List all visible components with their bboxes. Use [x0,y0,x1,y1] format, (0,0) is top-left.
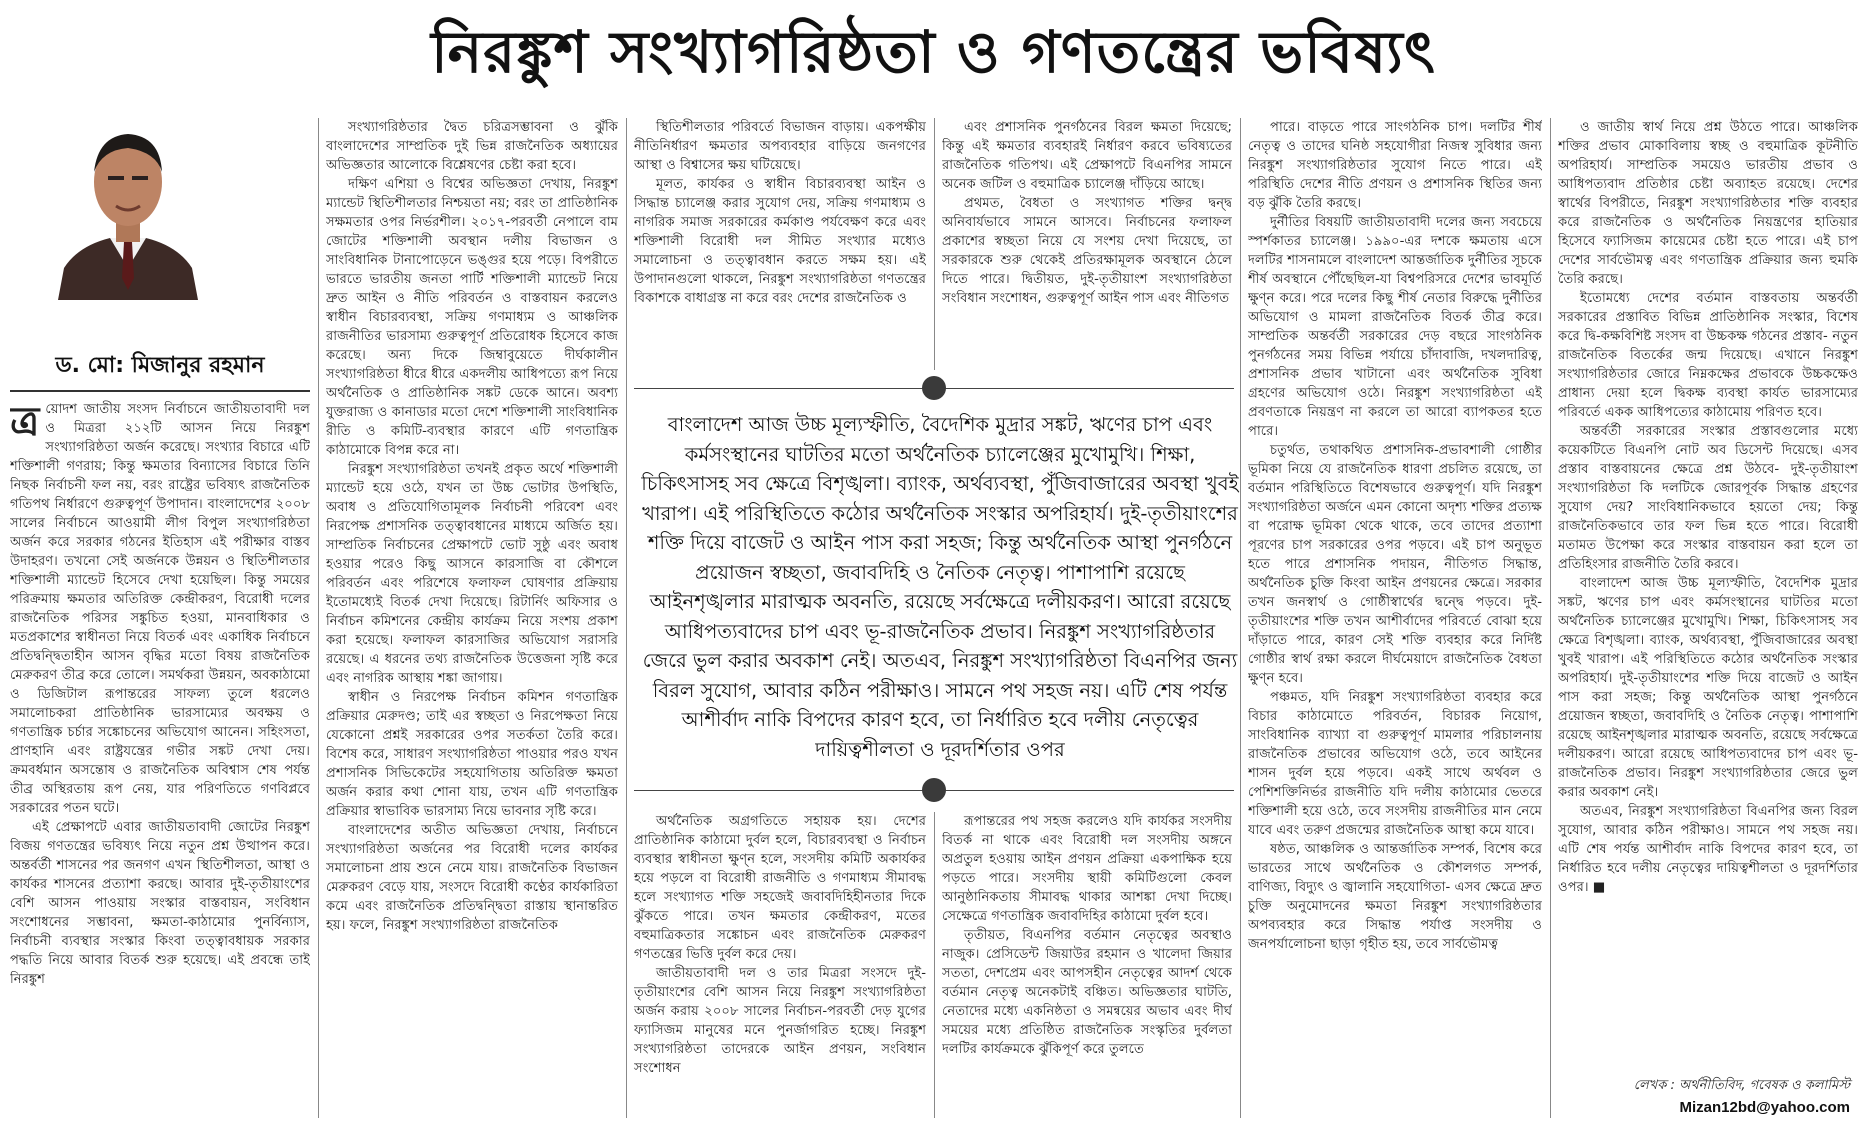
column-4-bottom-paragraph: তৃতীয়ত, বিএনপির বর্তমান নেতৃত্বের অবস্থাও নাজুক। প্রেসিডেন্ট জিয়াউর রহমান ও খালেদা জিয়ার সততা, দেশপ্রেম এবং আপসহীন নেতৃত্বের আদর্শ থেকে বর্তমান নেতৃত্ব অনেকটাই বঞ্চিত। অভিজ্ঞতার ঘাটতি, নেতাদের মধ্যে একনিষ্ঠতা ও সমন্বয়ের অভাব এবং দীর্ঘ সময়ের মধ্যে প্রতিষ্ঠিত রাজনৈতিক সংস্কৃতির দুর্বলতা দলটির কার্যক্রমকে ঝুঁকিপূর্ণ করে তুলতে [942,928,1232,1057]
column-divider [934,812,935,1118]
column-1-paragraph: এই প্রেক্ষাপটে এবার জাতীয়তাবাদী জোটের নিরঙ্কুশ বিজয় গণতন্ত্রের ভবিষ্যৎ নিয়ে নতুন প্রশ্ন উত্থাপন করে। অন্তর্বর্তী শাসনের পর জনগণ এখন স্থিতিশীলতা, আস্থা ও কার্যকর শাসনের প্রত্যাশা করছে। আবার দুই-তৃতীয়াংশের বেশি আসন পাওয়ায় সংস্কার বাস্তবায়ন, সংবিধান সংশোধনের সম্ভাবনা, ক্ষমতা-কাঠামোর পুনর্বিন্যাস, নির্বাচনী ব্যবস্থার সংস্কার কিংবা তত্ত্বাবধায়ক সরকার পদ্ধতি নিয়ে আবার বিতর্ক শুরু হয়েছে। এই প্রবন্ধে তাই নিরঙ্কুশ [10,820,310,987]
article-column-2 [326,118,618,1120]
article-column-3-top [634,118,926,370]
column-4-bottom-paragraph: রূপান্তরের পথ সহজ করলেও যদি কার্যকর সংসদীয় বিতর্ক না থাকে এবং বিরোধী দল সংসদীয় অঙ্গনে অপ্রতুল হওয়ায় আইন প্রণয়ন প্রক্রিয়া একপাক্ষিক হয়ে পড়তে পারে। সংসদীয় স্থায়ী কমিটিগুলো কেবল আনুষ্ঠানিকতায় সীমাবদ্ধ থাকার আশঙ্কা দেখা দিচ্ছে। সেক্ষেত্রে গণতান্ত্রিক জবাবদিহির কাঠামো দুর্বল হবে। [942,814,1232,924]
column-4-paragraph: প্রথমত, বৈধতা ও সংখ্যাগত শক্তির দ্বন্দ্ব অনিবার্যভাবে সামনে আসবে। নির্বাচনের ফলাফল প্রকাশের স্বচ্ছতা নিয়ে যে সংশয় দেখা দিয়েছে, তা সরকারকে শুরু থেকেই প্রতিরক্ষামূলক অবস্থানে ঠেলে দিতে পারে। দ্বিতীয়ত, দুই-তৃতীয়াংশ সংখ্যাগরিষ্ঠতা সংবিধান সংশোধন, গুরুত্বপূর্ণ আইন পাস এবং নীতিগত [942,196,1232,306]
column-2-paragraph: বাংলাদেশের অতীত অভিজ্ঞতা দেখায়, নির্বাচনে সংখ্যাগরিষ্ঠতা অর্জনের পর বিরোধী দলের কার্যকর সমালোচনা প্রায় শুনে নেমে যায়। রাজনৈতিক বিভাজন মেরুকরণ বেড়ে যায়, সংসদে বিরোধী কণ্ঠের কার্যকারিতা কমে এবং রাজনৈতিক প্রতিদ্বন্দ্বিতা রাস্তায় স্থানান্তরিত হয়। ফলে, নিরঙ্কুশ সংখ্যাগরিষ্ঠতা রাজনৈতিক [326,823,618,933]
column-2-paragraph: নিরঙ্কুশ সংখ্যাগরিষ্ঠতা তখনই প্রকৃত অর্থে শক্তিশালী ম্যান্ডেট হয়ে ওঠে, যখন তা উচ্চ ভোটার উপস্থিতি, অবাধ ও প্রতিযোগিতামূলক নির্বাচনী পরিবেশ এবং নিরপেক্ষ প্রশাসনিক তত্ত্বাবধানের মাধ্যমে অর্জিত হয়। সাম্প্রতিক নির্বাচনের প্রেক্ষাপটে ভোট সুষ্ঠু এবং অবাধ হওয়ার পরেও কিছু আসনে কারসাজি বা কৌশলে পরিবর্তন এবং পরিশেষে ফলাফল ঘোষণার প্রক্রিয়ায় ইতোমধ্যেই বিতর্ক দেখা দিয়েছে। রিটার্নিং অফিসার ও নির্বাচন কমিশনের কেন্দ্রীয় কার্যক্রম নিয়ে সংশয় প্রকাশ করা হয়েছে। ফলাফল কারসাজির অভিযোগ সরাসরি রয়েছে। এ ধরনের তথ্য রাজনৈতিক উত্তেজনা সৃষ্টি করে এবং নাগরিক আস্থায় শঙ্কা জাগায়। [326,462,618,686]
author-description: লেখক : অর্থনীতিবিদ, গবেষক ও কলামিস্ট [1633,1078,1850,1093]
column-2-paragraph: দক্ষিণ এশিয়া ও বিশ্বের অভিজ্ঞতা দেখায়, নিরঙ্কুশ ম্যান্ডেট স্থিতিশীলতার নিশ্চয়তা নয়; বরং তা প্রাতিষ্ঠানিক সক্ষমতার ওপর নির্ভরশীল। ২০১৭-পরবর্তী নেপালে বাম জোটের শক্তিশালী অবস্থান দলীয় বিভাজন ও সাংবিধানিক টানাপোড়েনে ভঙ্গুর হয়ে পড়ে। বিপরীতে ভারতে ভারতীয় জনতা পার্টি শক্তিশালী ম্যান্ডেট নিয়ে দ্রুত আইন ও নীতি পরিবর্তন ও বাস্তবায়ন করলেও স্বাধীন বিচারব্যবস্থা, সক্রিয় গণমাধ্যম ও আঞ্চলিক রাজনীতির ভারসাম্য গুরুত্বপূর্ণ প্রতিরোধক হিসেবে কাজ করেছে। অন্য দিকে জিম্বাবুয়েতে দীর্ঘকালীন সংখ্যাগরিষ্ঠতা ধীরে ধীরে একদলীয় আধিপত্যে রূপ নিয়ে অর্থনৈতিক ও প্রাতিষ্ঠানিক সঙ্কট ডেকে আনে। অবশ্য যুক্তরাজ্য ও কানাডার মতো দেশে শক্তিশালী সাংবিধানিক রীতি ও কমিটি-ব্যবস্থার কারণে এটি গণতান্ত্রিক কাঠামোকে বিপন্ন করে না। [326,177,618,458]
column-6-paragraph: বাংলাদেশ আজ উচ্চ মূল্যস্ফীতি, বৈদেশিক মুদ্রার সঙ্কট, ঋণের চাপ এবং কর্মসংস্থানের ঘাটতির মতো অর্থনৈতিক চ্যালেঞ্জের মুখোমুখি। শিক্ষা, চিকিৎসাসহ সব ক্ষেত্রে বিশৃঙ্খলা। ব্যাংক, অর্থব্যবস্থা, পুঁজিবাজারের অবস্থা খুবই খারাপ। এই পরিস্থিতিতে কঠোর অর্থনৈতিক সংস্কার অপরিহার্য। দুই-তৃতীয়াংশের শক্তি দিয়ে বাজেট ও আইন পাস করা সহজ; কিন্তু অর্থনৈতিক আস্থা পুনর্গঠনে প্রয়োজন স্বচ্ছতা, জবাবদিহি ও নৈতিক নেতৃত্ব। পাশাপাশি রয়েছে আইনশৃঙ্খলার মারাত্মক অবনতি, রয়েছে সর্বক্ষেত্রে দলীয়করণ। আরো রয়েছে আধিপত্যবাদের চাপ এবং ভূ-রাজনৈতিক প্রভাব। নিরঙ্কুশ সংখ্যাগরিষ্ঠতার জেরে ভুল করার অবকাশ নেই। [1558,576,1858,800]
article-column-1 [10,400,310,1120]
column-5-paragraph: ষষ্ঠত, আঞ্চলিক ও আন্তর্জাতিক সম্পর্ক, বিশেষ করে ভারতের সাথে অর্থনৈতিক ও কৌশলগত সম্পর্ক, বাণিজ্য, বিদ্যুৎ ও জ্বালানি সহযোগিতা- এসব ক্ষেত্রে দ্রুত চুক্তি অনুমোদনের ক্ষমতা নিরঙ্কুশ সংখ্যাগরিষ্ঠতার অপব্যবহার করে সিদ্ধান্ত পর্যাপ্ত সংসদীয় ও জনপর্যালোচনা ছাড়া গৃহীত হয়, তবে সার্বভৌমত্ব [1248,842,1542,952]
column-3-paragraph: মূলত, কার্যকর ও স্বাধীন বিচারব্যবস্থা আইন ও সিদ্ধান্ত চ্যালেঞ্জ করার সুযোগ দেয়, সক্রিয় গণমাধ্যম ও নাগরিক সমাজ সরকারের কর্মকাণ্ড পর্যবেক্ষণ করে এবং শক্তিশালী বিরোধী দল সীমিত সংখ্যার মধ্যেও সমালোচনা ও তত্ত্বাবধান করতে সক্ষম হয়। এই উপাদানগুলো থাকলে, নিরঙ্কুশ সংখ্যাগরিষ্ঠতা গণতন্ত্রের বিকাশকে বাধাগ্রস্ত না করে বরং দেশের রাজনৈতিক ও [634,177,926,306]
column-5-paragraph: দুর্নীতির বিষয়টি জাতীয়তাবাদী দলের জন্য সবচেয়ে স্পর্শকাতর চ্যালেঞ্জ। ১৯৯০-এর দশকে ক্ষমতায় এসে দলটির শাসনামলে বাংলাদেশ আন্তর্জাতিক দুর্নীতির সূচকে শীর্ষ অবস্থানে পৌঁছেছিল-যা বিশ্বপরিসরে দেশের ভাবমূর্তি ক্ষুণ্ন করে। পরে দলের কিছু শীর্ষ নেতার বিরুদ্ধে দুর্নীতির অভিযোগ ও মামলা রাজনৈতিক বিতর্ক তীব্র করে। সাম্প্রতিক অন্তর্বর্তী সরকারের দেড় বছরে সাংগঠনিক পুনর্গঠনের সময় বিভিন্ন পর্যায়ে চাঁদাবাজি, দখলদারিত্ব, প্রশাসনিক প্রভাব খাটানো এবং অর্থনৈতিক সুবিধা গ্রহণের অভিযোগ ওঠে। নিরঙ্কুশ সংখ্যাগরিষ্ঠতা এই প্রবণতাকে নিয়ন্ত্রণ না করলে তা আরো ব্যাপকতর হতে পারে। [1248,215,1542,439]
column-divider [318,118,319,1118]
column-5-paragraph: পঞ্চমত, যদি নিরঙ্কুশ সংখ্যাগরিষ্ঠতা ব্যবহার করে বিচার কাঠামোতে পরিবর্তন, বিচারক নিয়োগ, সাংবিধানিক ব্যাখ্যা বা গুরুত্বপূর্ণ মামলার পরিচালনায় রাজনৈতিক প্রভাবের অভিযোগ ওঠে, তবে আইনের শাসন দুর্বল হয়ে পড়বে। একই সাথে অর্থবল ও পেশিশক্তিনির্ভর রাজনীতি যদি দলীয় কাঠামোর ভেতরে শক্তিশালী হয়ে ওঠে, তবে সংসদীয় রাজনীতির মান নেমে যাবে এবং তরুণ প্রজন্মের রাজনৈতিক আস্থা কমে যাবে। [1248,690,1542,838]
column-1-paragraph: ত্রয়োদশ জাতীয় সংসদ নির্বাচনে জাতীয়তাবাদী দল ও মিত্ররা ২১২টি আসন নিয়ে নিরঙ্কুশ সংখ্যাগরিষ্ঠতা অর্জন করেছে। সংখ্যার বিচারে এটি শক্তিশালী গণরায়; কিন্তু ক্ষমতার বিন্যাসের বিচারে তিনি নিছক নির্বাচনী ফল নয়, বরং রাষ্ট্রের ভবিষ্যৎ রাজনৈতিক গতিপথ নির্ধারণে গুরুত্বপূর্ণ উপাদান। বাংলাদেশের ২০০৮ সালের নির্বাচনে আওয়ামী লীগ বিপুল সংখ্যাগরিষ্ঠতা অর্জন করে সরকার গঠনের ইতিহাস এই পরীক্ষার বাস্তব উদাহরণ। তখনো সেই অর্জনকে উন্নয়ন ও স্থিতিশীলতার শক্তিশালী ম্যান্ডেট হিসেবে দেখা হয়েছিল। কিন্তু সময়ের পরিক্রমায় ক্ষমতার অতিরিক্ত কেন্দ্রীকরণ, বিরোধী দলের রাজনৈতিক পরিসর সঙ্কুচিত হওয়া, মানবাধিকার ও মতপ্রকাশের স্বাধীনতা নিয়ে বিতর্ক এবং একাধিক নির্বাচনে প্রতিদ্বন্দ্বিতাহীন আসন বৃদ্ধির মতো বিষয় রাজনৈতিক মেরুকরণ তীব্র করে তোলে। সমর্থকরা উন্নয়ন, অবকাঠামো ও ডিজিটাল রূপান্তরের সাফল্য তুলে ধরলেও সমালোচকরা প্রাতিষ্ঠানিক ভারসাম্যের অবক্ষয় ও গণতান্ত্রিক চর্চার সঙ্কোচনের অভিযোগ আনেন। সহিংসতা, প্রাণহানি এবং রাষ্ট্রযন্ত্রের গভীর সঙ্কট দেখা দেয়। ক্রমবর্ধমান অসন্তোষ ও রাজনৈতিক অবিশ্বাস শেষ পর্যন্ত তীব্র অস্থিরতায় রূপ নেয়, যার পরিণতিতে গণবিপ্লবে সরকারের পতন ঘটে। [10,400,310,816]
byline-divider [10,390,310,392]
column-4-paragraph: এবং প্রশাসনিক পুনর্গঠনের বিরল ক্ষমতা দিয়েছে; কিন্তু এই ক্ষমতার ব্যবহারই নির্ধারণ করবে ভবিষ্যতের রাজনৈতিক গতিপথ। এই প্রেক্ষাপটে বিএনপির সামনে অনেক জটিল ও বহুমাত্রিক চ্যালেঞ্জ দাঁড়িয়ে আছে। [942,120,1232,192]
column-divider [1550,118,1551,1118]
column-3-bottom-paragraph: জাতীয়তাবাদী দল ও তার মিত্ররা সংসদে দুই-তৃতীয়াংশের বেশি আসন নিয়ে নিরঙ্কুশ সংখ্যাগরিষ্ঠতা অর্জন করায় ২০০৮ সালের নির্বাচন-পরবর্তী দেড় যুগের ফ্যাসিজম মানুষের মনে পুনর্জাগরিত হচ্ছে। নিরঙ্কুশ সংখ্যাগরিষ্ঠতা তাদেরকে আইন প্রণয়ন, সংবিধান সংশোধন [634,966,926,1076]
column-6-paragraph: অন্তর্বর্তী সরকারের সংস্কার প্রস্তাবগুলোর মধ্যে কয়েকটিতে বিএনপি নোট অব ডিসেন্ট দিয়েছে। এসব প্রস্তাব বাস্তবায়নের ক্ষেত্রে প্রশ্ন উঠবে- দুই-তৃতীয়াংশ সংখ্যাগরিষ্ঠতা কি দলটিকে জোরপূর্বক সিদ্ধান্ত গ্রহণের সুযোগ দেয়? সাংবিধানিকভাবে হয়তো দেয়; কিন্তু রাজনৈতিকভাবে তার ফল ভিন্ন হতে পারে। বিরোধী মতামত উপেক্ষা করে সংস্কার বাস্তবায়ন করা হলে তা প্রতিহিংসার রাজনীতি তৈরি করবে। [1558,424,1858,572]
pull-quote: বাংলাদেশ আজ উচ্চ মূল্যস্ফীতি, বৈদেশিক মুদ্রার সঙ্কট, ঋণের চাপ এবং কর্মসংস্থানের ঘাটতির মতো অর্থনৈতিক চ্যালেঞ্জের মুখোমুখি। শিক্ষা, চিকিৎসাসহ সব ক্ষেত্রে বিশৃঙ্খলা। ব্যাংক, অর্থব্যবস্থা, পুঁজিবাজারের অবস্থা খুবই খারাপ। এই পরিস্থিতিতে কঠোর অর্থনৈতিক সংস্কার অপরিহার্য। দুই-তৃতীয়াংশের শক্তি দিয়ে বাজেট ও আইন পাস করা সহজ; কিন্তু অর্থনৈতিক আস্থা পুনর্গঠনে প্রয়োজন স্বচ্ছতা, জবাবদিহি ও নৈতিক নেতৃত্ব। পাশাপাশি রয়েছে আইনশৃঙ্খলার মারাত্মক অবনতি, রয়েছে সর্বক্ষেত্রে দলীয়করণ। আরো রয়েছে আধিপত্যবাদের চাপ এবং ভূ-রাজনৈতিক প্রভাব। নিরঙ্কুশ সংখ্যাগরিষ্ঠতার জেরে ভুল করার অবকাশ নেই। অতএব, নিরঙ্কুশ সংখ্যাগরিষ্ঠতা বিএনপির জন্য বিরল সুযোগ, আবার কঠিন পরীক্ষাও। সামনে পথ সহজ নয়। এটি শেষ পর্যন্ত আশীর্বাদ নাকি বিপদের কারণ হবে, তা নির্ধারিত হবে দলীয় নেতৃত্বের দায়িত্বশীলতা ও দূরদর্শিতার ওপর [641,413,1239,761]
author-portrait-icon [48,118,208,300]
pull-quote-top-dot [922,376,946,400]
article-column-4-bottom [942,812,1232,1120]
column-2-paragraph: স্বাধীন ও নিরপেক্ষ নির্বাচন কমিশন গণতান্ত্রিক প্রক্রিয়ার মেরুদণ্ড; তাই এর স্বচ্ছতা ও নিরপেক্ষতা নিয়ে যেকোনো প্রশ্নই সরকারের ওপর সতর্কতা তৈরি করে। বিশেষ করে, সাধারণ সংখ্যাগরিষ্ঠতা পাওয়ার পরও যখন প্রশাসনিক সিভিকেটের সহযোগিতায় অতিরিক্ত ক্ষমতা অর্জন করার কথা শোনা যায়, তখন এটি গণতান্ত্রিক প্রক্রিয়ার স্বাভাবিক ভারসাম্য নিয়ে ভাবনার সৃষ্টি করে। [326,690,618,819]
article-column-4-top [942,118,1232,370]
column-5-paragraph: পারে। বাড়তে পারে সাংগঠনিক চাপ। দলটির শীর্ষ নেতৃত্ব ও তাদের ঘনিষ্ঠ সহযোগীরা নিজস্ব সুবিধার জন্য নিরঙ্কুশ সংখ্যাগরিষ্ঠতার সুযোগ নিতে পারে। এই পরিস্থিতি দেশের নীতি প্রণয়ন ও প্রশাসনিক স্থিতির জন্য বড় ঝুঁকি তৈরি করছে। [1248,120,1542,211]
column-divider [934,118,935,370]
column-6-paragraph: ইতোমধ্যে দেশের বর্তমান বাস্তবতায় অন্তর্বর্তী সরকারের প্রস্তাবিত বিভিন্ন প্রাতিষ্ঠানিক সংস্কার, বিশেষ করে দ্বি-কক্ষবিশিষ্ট সংসদ বা উচ্চকক্ষ গঠনের প্রস্তাব- নতুন রাজনৈতিক বিতর্কের জন্ম দিয়েছে। এখানে নিরঙ্কুশ সংখ্যাগরিষ্ঠতার জোরে নিম্নকক্ষের প্রভাবকে উচ্চকক্ষেও প্রাধান্য দেয়া হলে দ্বিকক্ষ ব্যবস্থা কার্যত ভারসাম্যের পরিবর্তে একক আধিপত্যের কাঠামোয় পরিণত হবে। [1558,291,1858,420]
column-3-bottom-paragraph: অর্থনৈতিক অগ্রগতিতে সহায়ক হয়। দেশের প্রাতিষ্ঠানিক কাঠামো দুর্বল হলে, বিচারব্যবস্থা ও নির্বাচন ব্যবস্থার স্বাধীনতা ক্ষুণ্ন হলে, সংসদীয় কমিটি অকার্যকর হয়ে পড়লে বা বিরোধী রাজনীতি ও গণমাধ্যম সীমাবদ্ধ হলে সংখ্যাগত শক্তি সহজেই জবাবদিহিহীনতার দিকে ঝুঁকতে পারে। তখন ক্ষমতার কেন্দ্রীকরণ, মতের বহুমাত্রিকতার সঙ্কোচন এবং রাজনৈতিক মেরুকরণ গণতন্ত্রের ভিত্তি দুর্বল করে দেয়। [634,814,926,962]
article-column-3-bottom [634,812,926,1120]
article-headline: নিরঙ্কুশ সংখ্যাগরিষ্ঠতা ও গণতন্ত্রের ভবিষ্যৎ [431,18,1436,86]
author-photo [48,118,208,300]
column-divider [626,118,627,1118]
column-6-paragraph: ও জাতীয় স্বার্থ নিয়ে প্রশ্ন উঠতে পারে। আঞ্চলিক শক্তির প্রভাব মোকাবিলায় স্বচ্ছ ও বহুমাত্রিক কূটনীতি অপরিহার্য। সাম্প্রতিক সময়েও ভারতীয় প্রভাব ও আধিপত্যবাদ প্রতিষ্ঠার চেষ্টা অব্যাহত রয়েছে। দেশের স্বার্থের বিপরীতে, নিরঙ্কুশ সংখ্যাগরিষ্ঠতার শক্তি ব্যবহার করে রাজনৈতিক ও অর্থনৈতিক নিয়ন্ত্রণের হাতিয়ার হিসেবে ফ্যাসিজম কায়েমের চেষ্টা হতে পারে। এই চাপ দেশের সার্বভৌমত্ব এবং গণতান্ত্রিক প্রক্রিয়ার জন্য হুমকি তৈরি করছে। [1558,120,1858,287]
article-column-6 [1558,118,1858,1070]
author-byline: ড. মো: মিজানুর রহমান [55,353,265,378]
article-column-5 [1248,118,1542,1120]
column-3-paragraph: স্থিতিশীলতার পরিবর্তে বিভাজন বাড়ায়। একপক্ষীয় নীতিনির্ধারণ ক্ষমতার অপব্যবহার বাড়িয়ে জনগণের আস্থা ও বিশ্বাসের ক্ষয় ঘটিয়েছে। [634,120,926,173]
pull-quote-bottom-dot [922,778,946,802]
column-6-paragraph: অতএব, নিরঙ্কুশ সংখ্যাগরিষ্ঠতা বিএনপির জন্য বিরল সুযোগ, আবার কঠিন পরীক্ষাও। সামনে পথ সহজ নয়। এটি শেষ পর্যন্ত আশীর্বাদ নাকি বিপদের কারণ হবে, তা নির্ধারিত হবে দলীয় নেতৃত্বের দায়িত্বশীলতা ও দূরদর্শিতার ওপর। ■ [1558,804,1858,895]
column-5-paragraph: চতুর্থত, তথাকথিত প্রশাসনিক-প্রভাবশালী গোষ্ঠীর ভূমিকা নিয়ে যে রাজনৈতিক ধারণা প্রচলিত রয়েছে, তা বর্তমান পরিস্থিতিতে বিশেষভাবে গুরুত্বপূর্ণ। যদি নিরঙ্কুশ সংখ্যাগরিষ্ঠতা অর্জনে এমন কোনো অদৃশ্য শক্তির প্রত্যক্ষ বা পরোক্ষ ভূমিকা থেকে থাকে, তবে তাদের প্রত্যাশা পূরণের চাপ সরকারের ওপর পড়বে। এই চাপ অনুভূত হতে পারে প্রশাসনিক পদায়ন, নীতিগত সিদ্ধান্ত, অর্থনৈতিক চুক্তি কিংবা আইন প্রণয়নের ক্ষেত্রে। সরকার তখন জনস্বার্থ ও গোষ্ঠীস্বার্থের দ্বন্দ্বে পড়বে। দুই-তৃতীয়াংশের শক্তি তখন আশীর্বাদের পরিবর্তে বোঝা হয়ে দাঁড়াতে পারে, কারণ সেই শক্তি ব্যবহার করে নির্দিষ্ট গোষ্ঠীর স্বার্থ রক্ষা করলে দীর্ঘমেয়াদে রাজনৈতিক বৈধতা ক্ষুণ্ন হবে। [1248,443,1542,686]
column-2-paragraph: সংখ্যাগরিষ্ঠতার দ্বৈত চরিত্রসম্ভাবনা ও ঝুঁকি বাংলাদেশের সাম্প্রতিক দুই ভিন্ন রাজনৈতিক অধ্যায়ের অভিজ্ঞতার আলোকে বিশ্লেষণের চেষ্টা করা হবে। [326,120,618,173]
column-divider [1240,118,1241,1118]
author-email[interactable]: Mizan12bd@yahoo.com [1679,1099,1850,1116]
